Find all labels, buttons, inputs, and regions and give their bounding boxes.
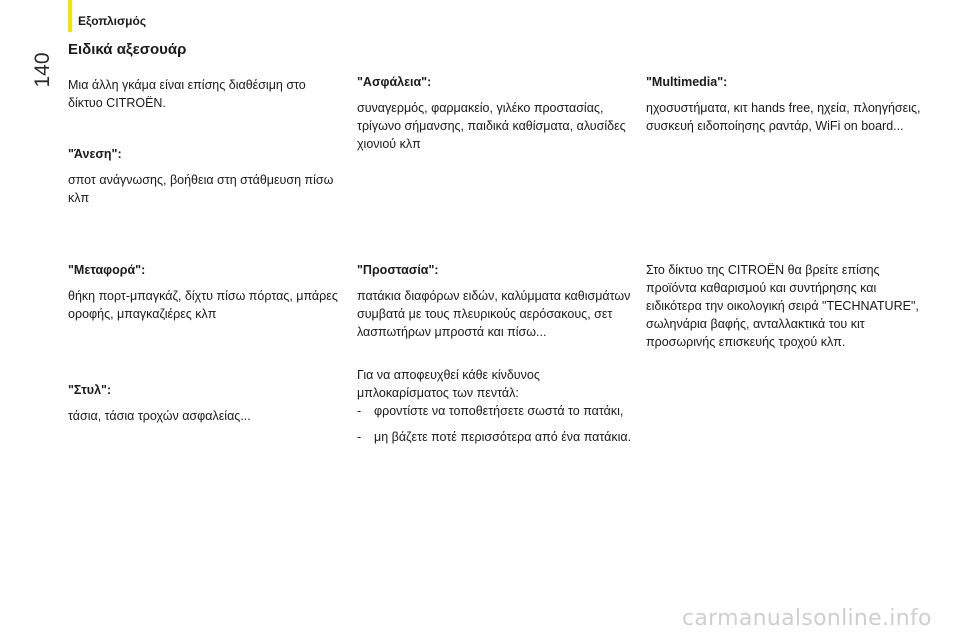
style-block [68,381,343,425]
comfort-heading: "Άνεση": [68,147,122,161]
style-text: τάσια, τάσια τροχών ασφαλείας... [68,409,251,423]
protection-heading: "Προστασία": [357,263,439,277]
safety-heading: "Ασφάλεια": [357,75,432,89]
mats-warning-item: - φροντίστε να τοποθετήσετε σωστά το πατάκι, [357,404,624,418]
intro-text: Μια άλλη γκάμα είναι επίσης διαθέσιμη στο δίκτυο CITROËN. [68,78,306,110]
style-heading: "Στυλ": [68,383,112,397]
transport-block [68,261,343,323]
intro-block [68,76,343,112]
page-number: 140 [31,52,54,88]
network-note-text: Στο δίκτυο της CITROËN θα βρείτε επίσης προϊόντα καθαρισμού και συντήρησης και ειδικότερα την οικολογική σειρά "TECHNATURE", σωληνάρια βαφής, ανταλλακτικά του κιτ προσωρινής επισκευής τροχού κλπ. [646,263,919,349]
comfort-text: σποτ ανάγνωσης, βοήθεια στη στάθμευση πίσω κλπ [68,173,334,205]
mats-warning-intro: Για να αποφευχθεί κάθε κίνδυνος μπλοκαρίσματος των πεντάλ: [357,368,540,400]
page-title: Ειδικά αξεσουάρ [68,41,187,58]
mats-warning-block [357,366,632,446]
network-note-block [646,261,921,351]
comfort-block [68,145,343,207]
protection-block [357,261,632,341]
mats-warning-item: - μη βάζετε ποτέ περισσότερα από ένα πατάκια. [357,430,632,444]
multimedia-text: ηχοσυστήματα, κιτ hands free, ηχεία, πλοηγήσεις, συσκευή ειδοποίησης ραντάρ, WiFi on board... [646,101,921,133]
transport-text: θήκη πορτ-μπαγκάζ, δίχτυ πίσω πόρτας, μπάρες οροφής, μπαγκαζιέρες κλπ [68,289,338,321]
multimedia-heading: "Multimedia": [646,75,728,89]
watermark: carmanualsonline.info [682,606,932,631]
section-header: Εξοπλισμός [78,14,147,28]
safety-text: συναγερμός, φαρμακείο, γιλέκο προστασίας, τρίγωνο σήμανσης, παιδικά καθίσματα, αλυσίδες χιονιού κλπ [357,101,626,151]
protection-text: πατάκια διαφόρων ειδών, καλύμματα καθισμάτων συμβατά με τους πλευρικούς αερόσακους, σετ λασπωτήρων μπροστά και πίσω... [357,289,631,339]
section-accent-bar [68,0,72,32]
multimedia-block [646,73,921,135]
safety-block [357,73,632,153]
transport-heading: "Μεταφορά": [68,263,146,277]
